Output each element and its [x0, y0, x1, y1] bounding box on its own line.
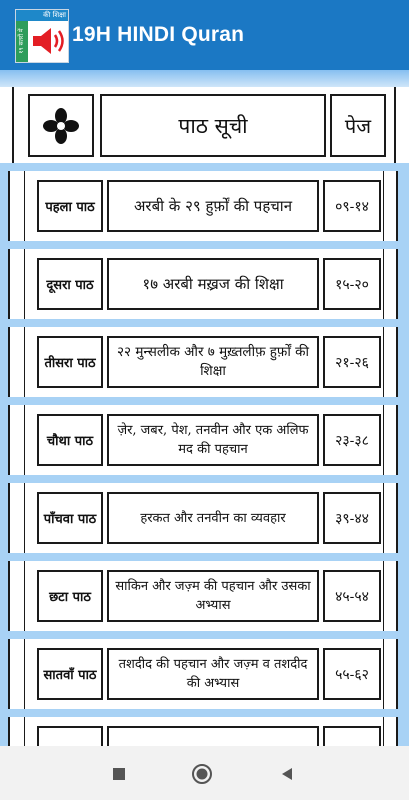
- triangle-back-icon[interactable]: [276, 763, 298, 785]
- lesson-label: तीसरा पाठ: [37, 336, 103, 388]
- lesson-label: सातवाँ पाठ: [37, 648, 103, 700]
- lesson-label: पहला पाठ: [37, 180, 103, 232]
- square-stop-icon[interactable]: [108, 763, 130, 785]
- header-page: पेज: [330, 94, 386, 157]
- lesson-pages: ४५-५४: [323, 570, 381, 622]
- lesson-topic: तशदीद की पहचान और जज़्म व तशदीद की अभ्यास: [107, 648, 319, 700]
- lesson-pages: ३९-४४: [323, 492, 381, 544]
- list-item[interactable]: [8, 561, 398, 631]
- list-item-partial[interactable]: [8, 717, 398, 746]
- lesson-table-header: [12, 87, 396, 163]
- lesson-pages: १५-२०: [323, 258, 381, 310]
- list-item[interactable]: [8, 639, 398, 709]
- circle-home-icon[interactable]: [191, 763, 213, 785]
- lesson-label: पाँचवा पाठ: [37, 492, 103, 544]
- lesson-pages-empty: [323, 726, 381, 746]
- lesson-label: दूसरा पाठ: [37, 258, 103, 310]
- app-logo-strip-text: की शिक्षा: [43, 11, 66, 19]
- lesson-topic: १७ अरबी मख़्रज की शिक्षा: [107, 258, 319, 310]
- lesson-topic: अरबी के २९ हुर्फ़ों की पहचान: [107, 180, 319, 232]
- header-title: पाठ सूची: [100, 94, 326, 157]
- lesson-pages: ०९-१४: [323, 180, 381, 232]
- app-logo: [15, 9, 69, 63]
- list-item[interactable]: [8, 171, 398, 241]
- lesson-topic: हरकत और तनवीन का व्यवहार: [107, 492, 319, 544]
- appbar-shadow: [0, 70, 409, 87]
- app-bar: [0, 0, 409, 70]
- lesson-label: छटा पाठ: [37, 570, 103, 622]
- list-item[interactable]: [8, 249, 398, 319]
- lesson-list[interactable]: [0, 163, 409, 746]
- lesson-pages: ५५-६२: [323, 648, 381, 700]
- header-flower-cell: [28, 94, 94, 157]
- lesson-topic: साकिन और जज़्म की पहचान और उसका अभ्यास: [107, 570, 319, 622]
- lesson-label-empty: [37, 726, 103, 746]
- system-nav-bar: [0, 746, 409, 800]
- speaker-icon: [30, 24, 68, 58]
- app-title: 19H HINDI Quran: [72, 23, 245, 46]
- lesson-pages: २३-३८: [323, 414, 381, 466]
- lesson-topic: २२ मुन्सलीक और ७ मुख़्तलीफ़ हुर्फ़ों की शिक्षा: [107, 336, 319, 388]
- list-item[interactable]: [8, 327, 398, 397]
- lesson-pages: २१-२६: [323, 336, 381, 388]
- list-item[interactable]: [8, 405, 398, 475]
- list-item[interactable]: [8, 483, 398, 553]
- lesson-topic: ज़ेर, जबर, पेश, तनवीन और एक अलिफ मद की पहचान: [107, 414, 319, 466]
- flower-ornament-icon: [43, 108, 79, 144]
- lesson-topic-empty: [107, 726, 319, 746]
- app-logo-side-text: १९ सतरों में: [18, 28, 25, 54]
- lesson-label: चौथा पाठ: [37, 414, 103, 466]
